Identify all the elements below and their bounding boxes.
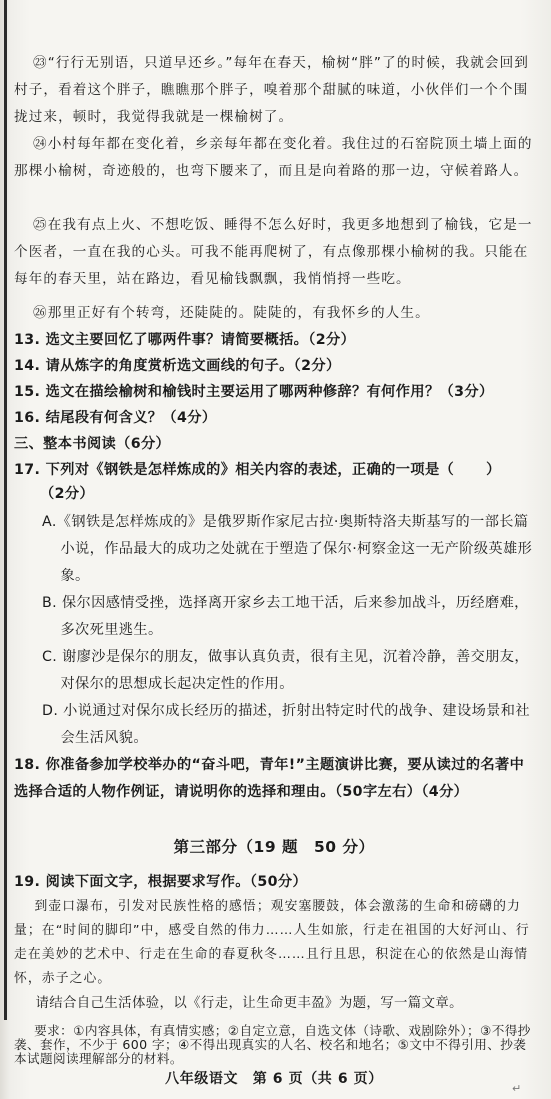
option-c: C. 谢廖沙是保尔的朋友，做事认真负责，很有主见，沉着冷静，善交朋友，对保尔的思想成长起决定性的作用。 bbox=[42, 649, 529, 692]
question-19: 19. 阅读下面文字，根据要求写作。（50分） bbox=[14, 874, 308, 890]
passage-paragraph-24: ㉔小村每年都在变化着，乡亲每年都在变化着。我住过的石窑院顶土墙上面的那棵小榆树，奇迹般的，也弯下腰来了，而且是向着路的那一边，守候着路人。 bbox=[14, 136, 533, 179]
passage-paragraph-26: ㉖那里正好有个转弯，还陡陡的。陡陡的，有我怀乡的人生。 bbox=[33, 305, 430, 321]
question-17-score: （2分） bbox=[40, 486, 95, 502]
section-3-heading: 三、整本书阅读（6分） bbox=[14, 436, 171, 452]
option-d: D. 小说通过对保尔成长经历的描述，折射出特定时代的战争、建设场景和社会生活风貌。 bbox=[42, 703, 530, 746]
option-b: B. 保尔因感情受挫，选择离开家乡去工地干活，后来参加战斗，历经磨难，多次死里逃生。 bbox=[42, 595, 529, 638]
part-3-title: 第三部分（19 题 50 分） bbox=[173, 838, 375, 856]
question-18: 18. 你准备参加学校举办的“奋斗吧，青年!”主题演讲比赛，要从读过的名著中选择合适的人物作例证，请说明你的选择和理由。（50字左右）（4分） bbox=[14, 757, 525, 800]
writing-prompt-material: 到壶口瀑布，引发对民族性格的感悟；观安塞腰鼓，体会激荡的生命和磅礴的力量；在“时间的脚印”中，感受自然的伟力……人生如旅，行走在祖国的大好河山、行走在美妙的艺术中、行走在生命的春夏秋冬……且行且思，积淀在心的依然是山海情怀，赤子之心。 bbox=[14, 899, 530, 986]
question-17: 17. 下列对《钢铁是怎样炼成的》相关内容的表述，正确的一项是（ ） bbox=[14, 462, 501, 478]
writing-requirements: 要求：①内容具体，有真情实感；②自定立意，自选文体（诗歌、戏剧除外）；③不得抄袭、套作，不少于 600 字；④不得出现真实的人名、校名和地名；⑤文中不得引用、抄袭本试题阅读理解部分的材料。 bbox=[14, 1023, 531, 1066]
question-15: 15. 选文在描绘榆树和榆钱时主要运用了哪两种修辞？有何作用？（3分） bbox=[14, 384, 494, 400]
question-16: 16. 结尾段有何含义？（4分） bbox=[14, 410, 217, 426]
page-footer: 八年级语文 第 6 页（共 6 页） bbox=[165, 1071, 383, 1087]
binding-line bbox=[4, 0, 7, 1020]
return-mark-icon: ↵ bbox=[512, 1082, 522, 1095]
question-13: 13. 选文主要回忆了哪两件事？请简要概括。（2分） bbox=[14, 332, 356, 348]
question-14: 14. 请从炼字的角度赏析选文画线的句子。（2分） bbox=[14, 358, 341, 374]
passage-paragraph-25: ㉕在我有点上火、不想吃饭、睡得不怎么好时，我更多地想到了榆钱，它是一个医者，一直在我的心头。可我不能再爬树了，有点像那棵小榆树的我。只能在每年的春天里，站在路边，看见榆钱飘飘，我悄悄捋一些吃。 bbox=[14, 217, 533, 287]
writing-task: 请结合自己生活体验，以《行走，让生命更丰盈》为题，写一篇文章。 bbox=[35, 996, 463, 1011]
option-a: A.《钢铁是怎样炼成的》是俄罗斯作家尼古拉·奥斯特洛夫斯基写的一部长篇小说，作品最大的成功之处就在于塑造了保尔·柯察金这一无产阶级英雄形象。 bbox=[42, 514, 533, 584]
passage-paragraph-23: ㉓“行行无别语，只道早还乡。”每年在春天，榆树“胖”了的时候，我就会回到村子，看着这个胖子，瞧瞧那个胖子，嗅着那个甜腻的味道，小伙伴们一个个围拢过来，顿时，我觉得我就是一棵榆树了。 bbox=[14, 55, 529, 125]
